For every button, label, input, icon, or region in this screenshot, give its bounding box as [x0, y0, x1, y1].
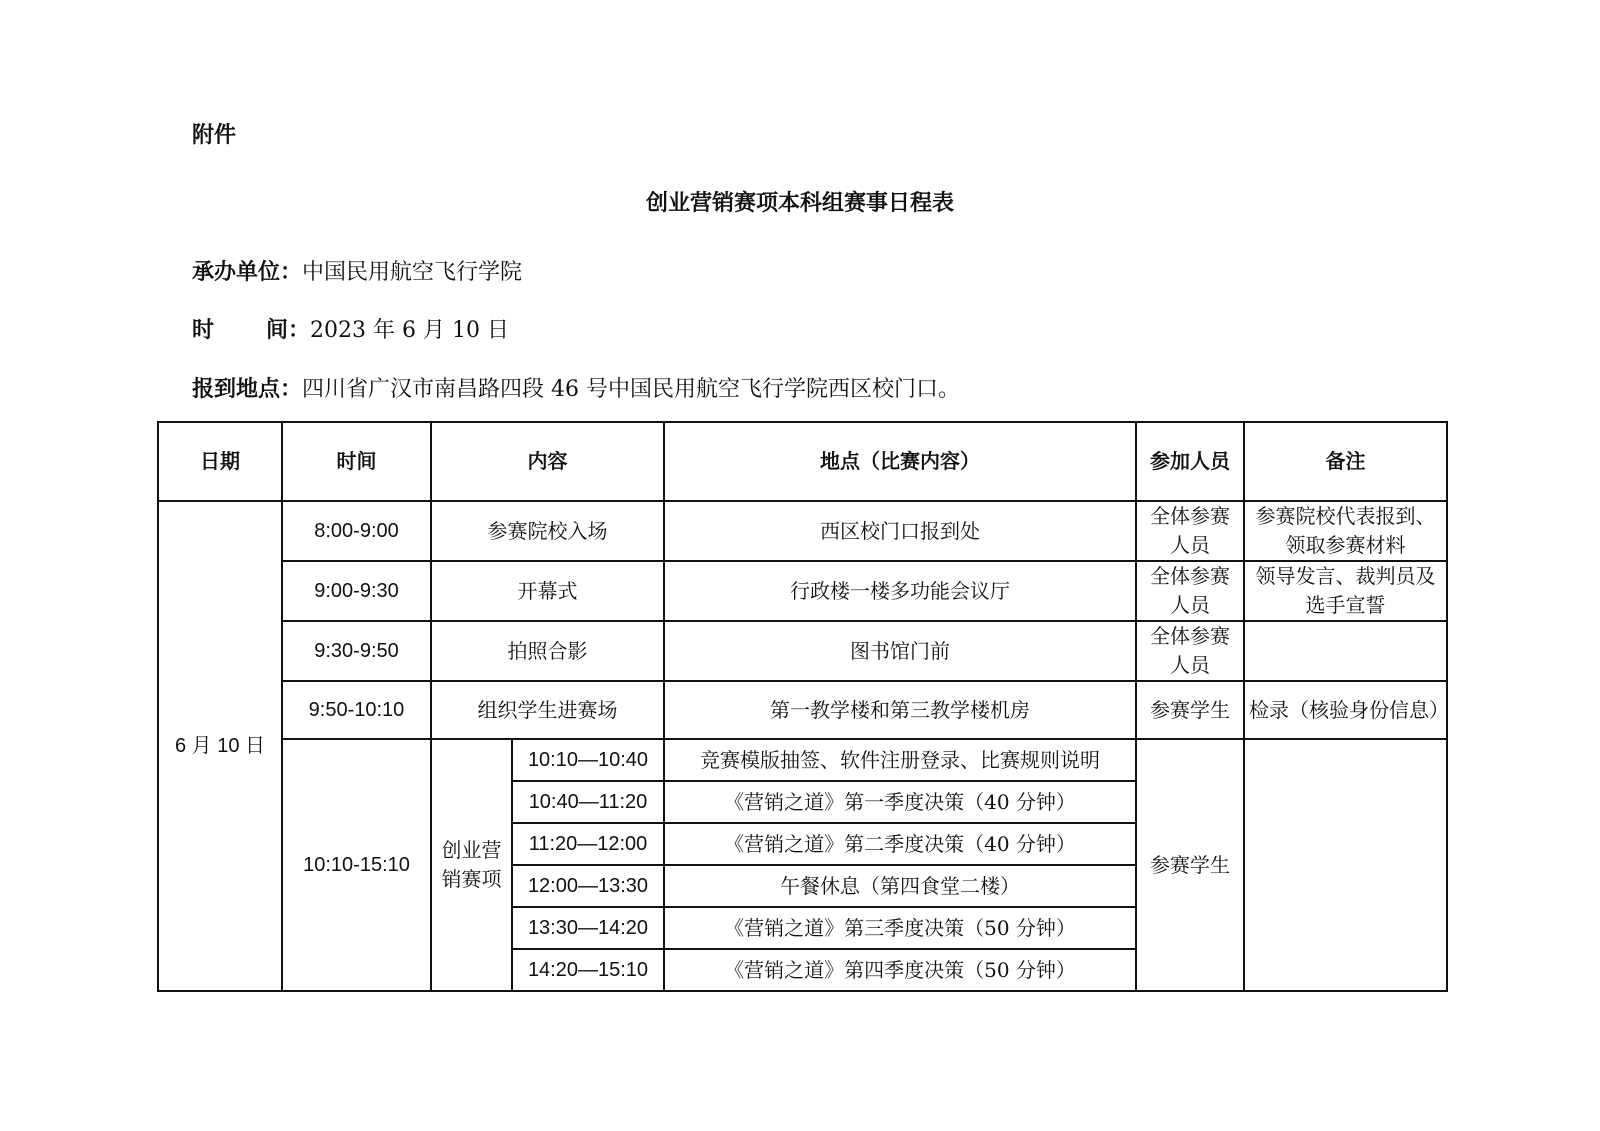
table-row: [158, 561, 1447, 621]
schedule-table: [157, 421, 1448, 992]
competition-participants: 参赛学生: [1136, 739, 1244, 991]
competition-time: 10:10-15:10: [282, 739, 431, 991]
row-remarks: 检录（核验身份信息）: [1244, 681, 1447, 739]
row-participants: 参赛学生: [1136, 681, 1244, 739]
header-time: 时间: [282, 422, 431, 501]
session-desc: 《营销之道》第二季度决策（40 分钟）: [664, 823, 1136, 865]
row-time: 8:00-9:00: [282, 501, 431, 561]
table-row: [158, 681, 1447, 739]
row-content: 开幕式: [431, 561, 664, 621]
session-time: 14:20—15:10: [512, 949, 664, 991]
row-content: 拍照合影: [431, 621, 664, 681]
header-participants: 参加人员: [1136, 422, 1244, 501]
row-remarks: 领导发言、裁判员及选手宣誓: [1244, 561, 1447, 621]
place-label: 报到地点：: [192, 377, 303, 402]
session-time: 10:10—10:40: [512, 739, 664, 781]
header-remarks: 备注: [1244, 422, 1447, 501]
time-value: 2023 年 6 月 10 日: [310, 318, 509, 343]
row-participants: 全体参赛人员: [1136, 561, 1244, 621]
header-date: 日期: [158, 422, 282, 501]
competition-label: 创业营销赛项: [431, 739, 512, 991]
date-cell: 6 月 10 日: [158, 501, 282, 991]
session-desc: 《营销之道》第三季度决策（50 分钟）: [664, 907, 1136, 949]
header-row: [158, 422, 1447, 501]
row-time: 9:50-10:10: [282, 681, 431, 739]
row-remarks: [1244, 621, 1447, 681]
session-desc: 竞赛模版抽签、软件注册登录、比赛规则说明: [664, 739, 1136, 781]
host-label: 承办单位：: [192, 260, 303, 285]
row-time: 9:00-9:30: [282, 561, 431, 621]
row-location: 西区校门口报到处: [664, 501, 1136, 561]
row-content: 参赛院校入场: [431, 501, 664, 561]
page-title: 创业营销赛项本科组赛事日程表: [645, 191, 954, 216]
place-line: [192, 372, 960, 403]
host-line: [192, 255, 522, 286]
header-location: 地点（比赛内容）: [664, 422, 1136, 501]
row-time: 9:30-9:50: [282, 621, 431, 681]
session-desc: 午餐休息（第四食堂二楼）: [664, 865, 1136, 907]
place-value: 四川省广汉市南昌路四段 46 号中国民用航空飞行学院西区校门口。: [302, 377, 960, 402]
row-content: 组织学生进赛场: [431, 681, 664, 739]
table-row: [158, 621, 1447, 681]
competition-remarks: [1244, 739, 1447, 991]
host-value: 中国民用航空飞行学院: [302, 260, 523, 285]
row-participants: 全体参赛人员: [1136, 501, 1244, 561]
session-row: [158, 739, 1447, 781]
row-location: 图书馆门前: [664, 621, 1136, 681]
row-remarks: 参赛院校代表报到、领取参赛材料: [1244, 501, 1447, 561]
session-time: 13:30—14:20: [512, 907, 664, 949]
session-desc: 《营销之道》第四季度决策（50 分钟）: [664, 949, 1136, 991]
session-time: 11:20—12:00: [512, 823, 664, 865]
session-time: 10:40—11:20: [512, 781, 664, 823]
row-participants: 全体参赛人员: [1136, 621, 1244, 681]
table-row: [158, 501, 1447, 561]
header-content: 内容: [431, 422, 664, 501]
session-time: 12:00—13:30: [512, 865, 664, 907]
attachment-label: 附件: [192, 123, 237, 148]
row-location: 第一教学楼和第三教学楼机房: [664, 681, 1136, 739]
time-label-b: 间：: [266, 318, 311, 343]
time-line: [192, 313, 509, 344]
time-label-a: 时: [192, 318, 215, 343]
session-desc: 《营销之道》第一季度决策（40 分钟）: [664, 781, 1136, 823]
row-location: 行政楼一楼多功能会议厅: [664, 561, 1136, 621]
